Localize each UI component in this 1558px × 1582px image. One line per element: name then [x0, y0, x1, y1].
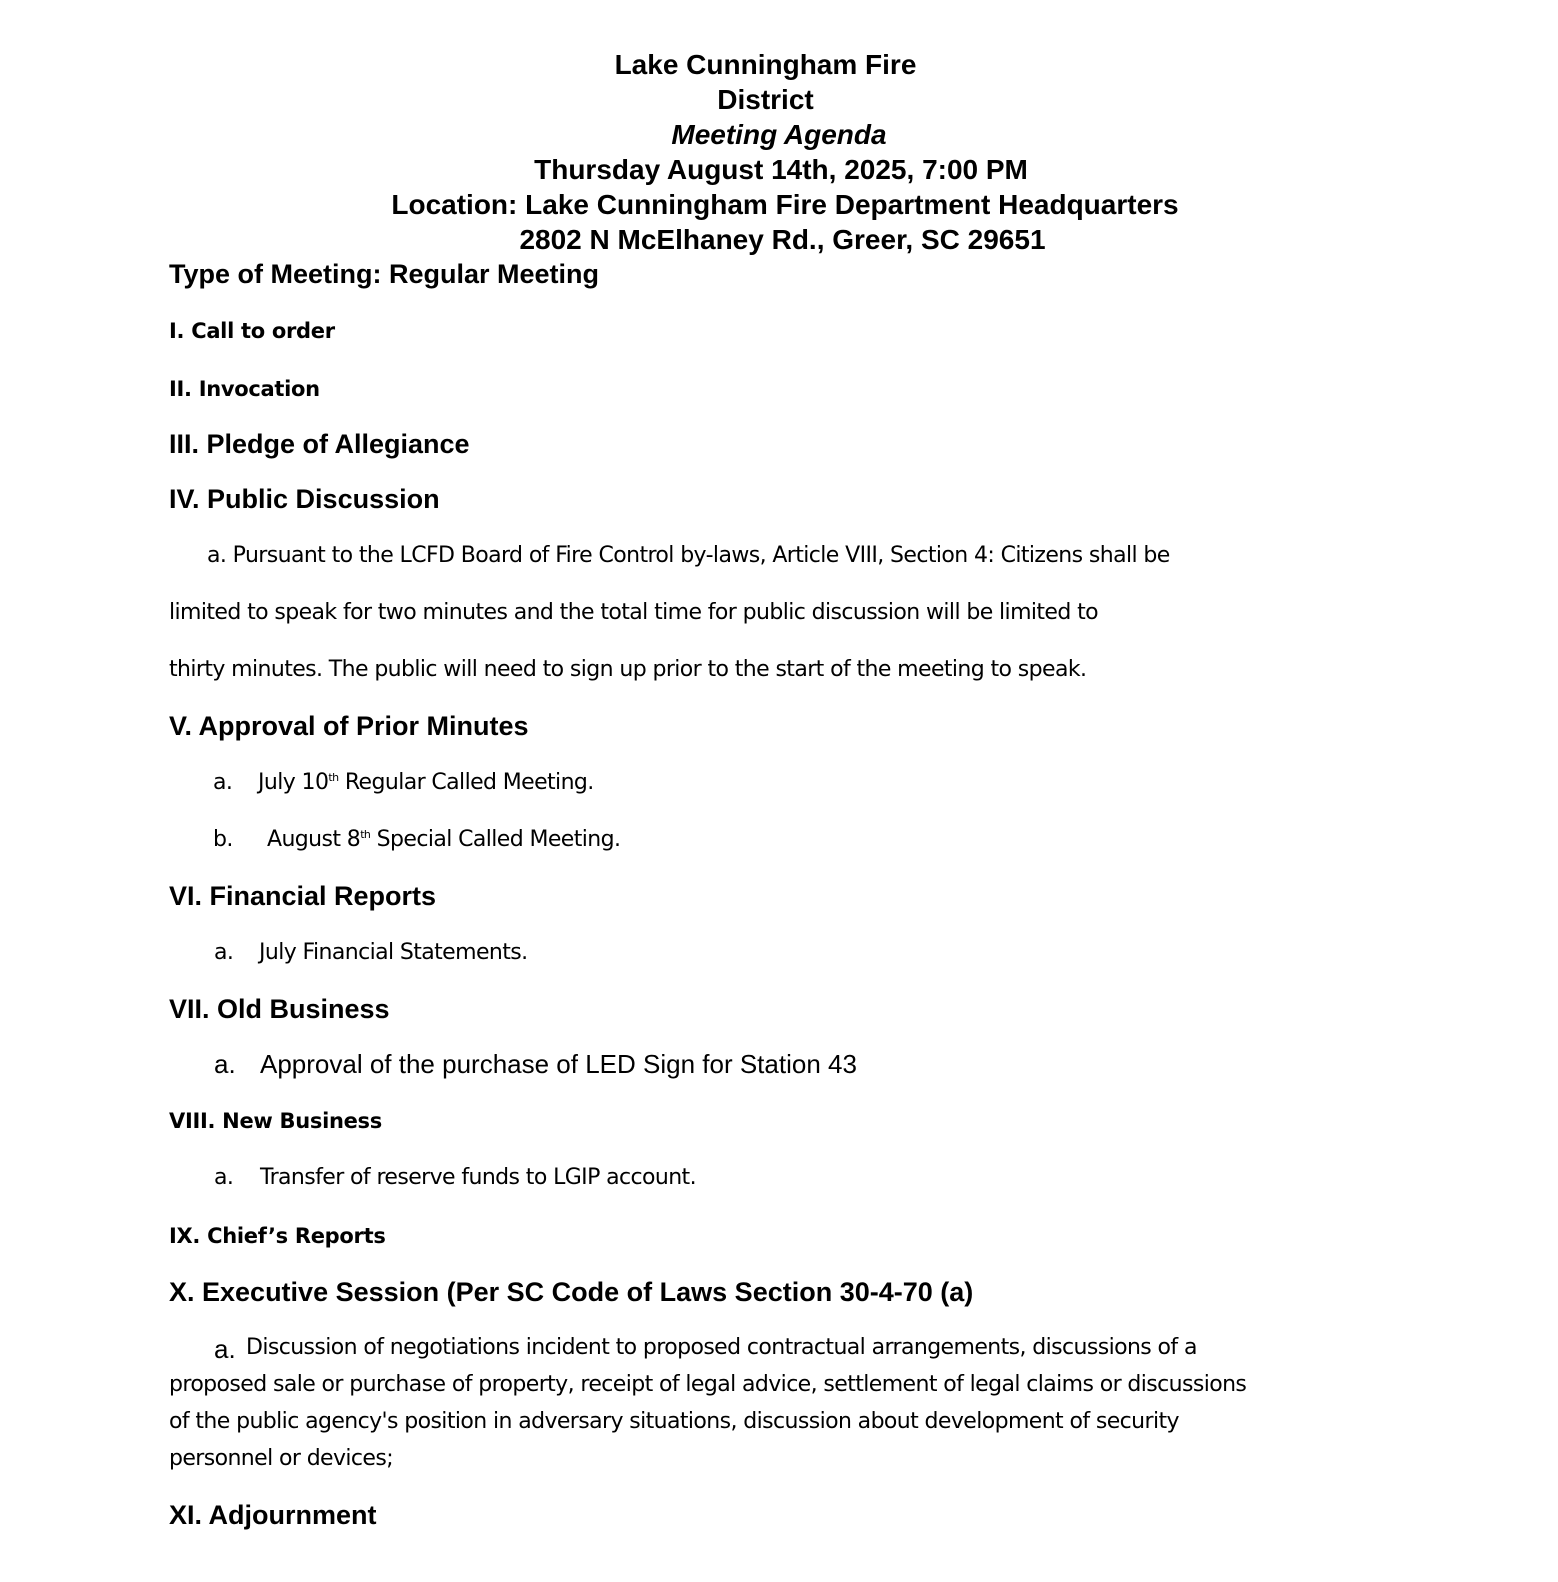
list-marker: a. [214, 1334, 236, 1364]
district-name-line2: District [717, 84, 814, 115]
meeting-type: Type of Meeting: Regular Meeting [169, 259, 600, 289]
minutes-item-august-rest: Special Called Meeting. [370, 827, 621, 852]
section-public-discussion: IV. Public Discussion [169, 484, 440, 514]
section-adjournment: XI. Adjournment [169, 1500, 377, 1530]
meeting-location: Location: Lake Cunningham Fire Department Headquarters [391, 189, 1179, 220]
ordinal-suffix: th [360, 828, 371, 841]
public-discussion-text-line2: limited to speak for two minutes and the total time for public discussion will be limited to [169, 600, 1099, 625]
section-approval-minutes: V. Approval of Prior Minutes [169, 711, 529, 741]
section-old-business: VII. Old Business [169, 994, 390, 1024]
meeting-date-time: Thursday August 14th, 2025, 7:00 PM [534, 154, 1028, 185]
section-call-to-order: I. Call to order [169, 319, 335, 343]
old-business-item: Approval of the purchase of LED Sign for Station 43 [260, 1049, 857, 1079]
section-financial-reports: VI. Financial Reports [169, 881, 437, 911]
minutes-item-july-rest: Regular Called Meeting. [338, 770, 594, 795]
financial-item: July Financial Statements. [259, 940, 528, 965]
list-marker: a. [214, 940, 234, 965]
list-marker: a. [214, 1165, 234, 1190]
district-name-line1: Lake Cunningham Fire [614, 49, 917, 80]
section-invocation: II. Invocation [169, 377, 320, 401]
minutes-item-july-text: July 10 [258, 770, 329, 795]
minutes-item-august-text: August 8 [267, 827, 361, 852]
list-marker: a. [214, 1049, 236, 1079]
executive-session-text-line4: personnel or devices; [169, 1446, 394, 1471]
executive-session-text-line1: Discussion of negotiations incident to proposed contractual arrangements, discussions of a [246, 1335, 1197, 1360]
section-new-business: VIII. New Business [169, 1109, 382, 1133]
executive-session-text-line3: of the public agency's position in adversary situations, discussion about development of security [169, 1409, 1179, 1434]
executive-session-text-line2: proposed sale or purchase of property, receipt of legal advice, settlement of legal claims or discussions [169, 1372, 1247, 1397]
meeting-address: 2802 N McElhaney Rd., Greer, SC 29651 [519, 224, 1046, 255]
new-business-item: Transfer of reserve funds to LGIP account. [260, 1165, 696, 1190]
section-pledge: III. Pledge of Allegiance [169, 429, 470, 459]
section-executive-session: X. Executive Session (Per SC Code of Laws Section 30-4-70 (a) [169, 1277, 974, 1307]
list-marker: b. [213, 827, 233, 852]
ordinal-suffix: th [328, 771, 339, 784]
list-marker: a. [213, 770, 233, 795]
minutes-item-july [258, 768, 594, 798]
public-discussion-text-line1: a. Pursuant to the LCFD Board of Fire Control by-laws, Article VIII, Section 4: Citizens shall be [207, 543, 1170, 568]
minutes-item-august [267, 825, 620, 855]
agenda-heading: Meeting Agenda [671, 119, 887, 150]
section-chiefs-reports: IX. Chief’s Reports [169, 1224, 386, 1248]
public-discussion-text-line3: thirty minutes. The public will need to sign up prior to the start of the meeting to speak. [169, 657, 1087, 682]
